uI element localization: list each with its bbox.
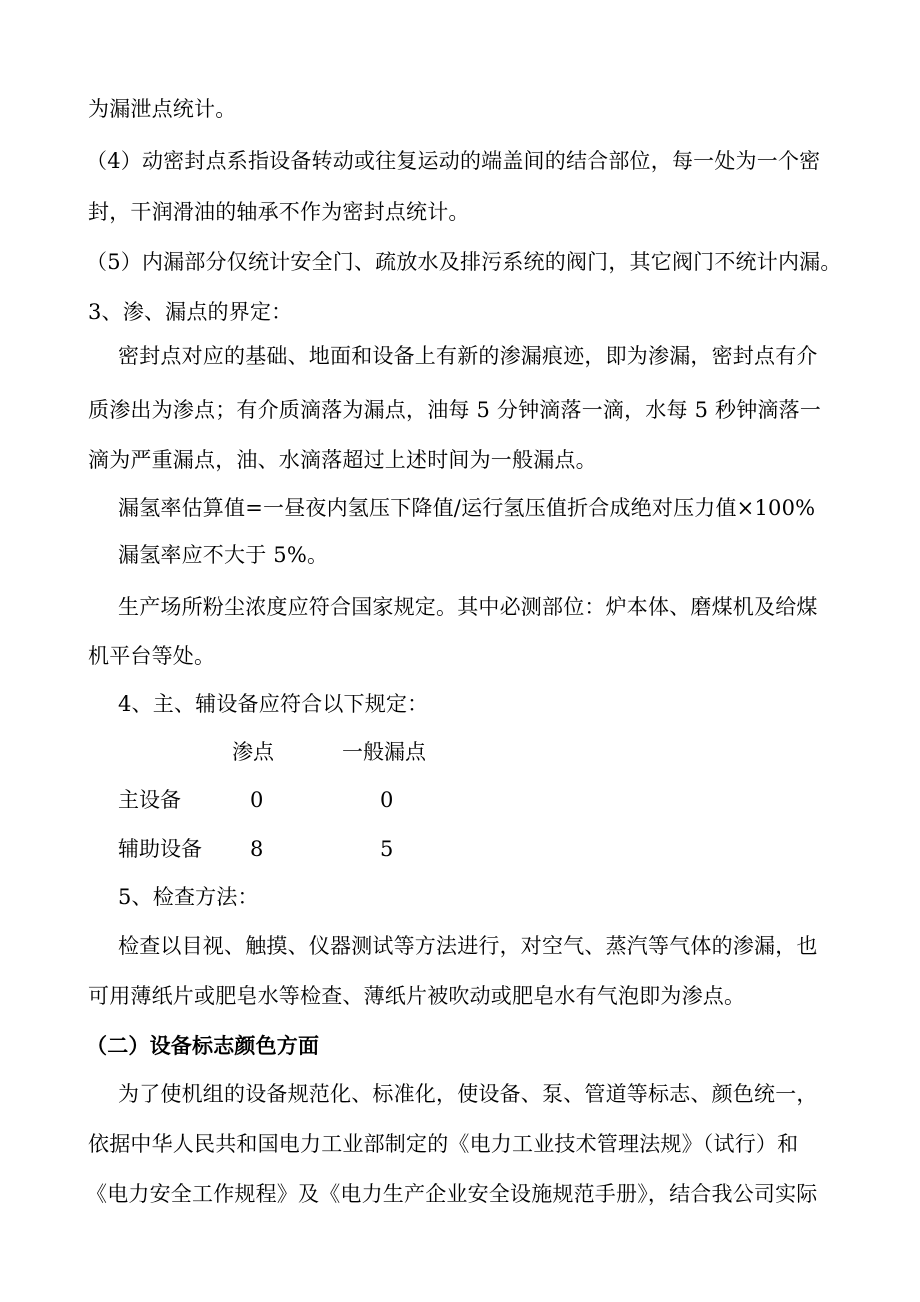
table-cell-seep: 0	[250, 788, 264, 812]
formula-line: 漏氢率估算值=一昼夜内氢压下降值/运行氢压值折合成绝对压力值×100%	[118, 496, 816, 520]
text-line: 《电力安全工作规程》及《电力生产企业安全设施规范手册》，结合我公司实际	[86, 1182, 818, 1206]
text-line: 质渗出为渗点；有介质滴落为漏点，油每 5 分钟滴落一滴，水每 5 秒钟滴落一	[88, 398, 822, 422]
table-cell-leak: 0	[380, 788, 394, 812]
text-line: 生产场所粉尘浓度应符合国家规定。其中必测部位：炉本体、磨煤机及给煤	[118, 595, 818, 619]
text-line: 为漏泄点统计。	[88, 97, 237, 121]
text-line: 密封点对应的基础、地面和设备上有新的渗漏痕迹，即为渗漏，密封点有介	[118, 344, 818, 368]
text-line: 封，干润滑油的轴承不作为密封点统计。	[88, 200, 470, 224]
section-heading: （二）设备标志颜色方面	[86, 1033, 320, 1058]
table-header-leak: 一般漏点	[342, 740, 426, 764]
table-header-seep: 渗点	[232, 740, 274, 764]
text-line: （4）动密封点系指设备转动或往复运动的端盖间的结合部位，每一处为一个密	[86, 149, 821, 173]
section-number-3: 3、渗、漏点的界定：	[88, 300, 293, 324]
table-row-label: 主设备	[118, 788, 181, 812]
table-row-label: 辅助设备	[118, 837, 202, 861]
section-number-4: 4、主、辅设备应符合以下规定：	[118, 692, 429, 716]
text-line: 为了使机组的设备规范化、标准化，使设备、泵、管道等标志、颜色统一，	[118, 1082, 818, 1106]
table-cell-seep: 8	[250, 837, 264, 861]
table-cell-leak: 5	[380, 837, 394, 861]
text-line: 可用薄纸片或肥皂水等检查、薄纸片被吹动或肥皂水有气泡即为渗点。	[88, 984, 746, 1008]
text-line: 机平台等处。	[88, 644, 216, 668]
section-number-5: 5、检查方法：	[118, 885, 259, 909]
text-line: 检查以目视、触摸、仪器测试等方法进行，对空气、蒸汽等气体的渗漏，也	[118, 934, 818, 958]
text-line: 漏氢率应不大于 5%。	[118, 543, 329, 567]
text-line: （5）内漏部分仅统计安全门、疏放水及排污系统的阀门，其它阀门不统计内漏。	[86, 250, 842, 274]
text-line: 依据中华人民共和国电力工业部制定的《电力工业技术管理法规》（试行）和	[88, 1132, 799, 1156]
text-line: 滴为严重漏点，油、水滴落超过上述时间为一般漏点。	[88, 448, 597, 472]
